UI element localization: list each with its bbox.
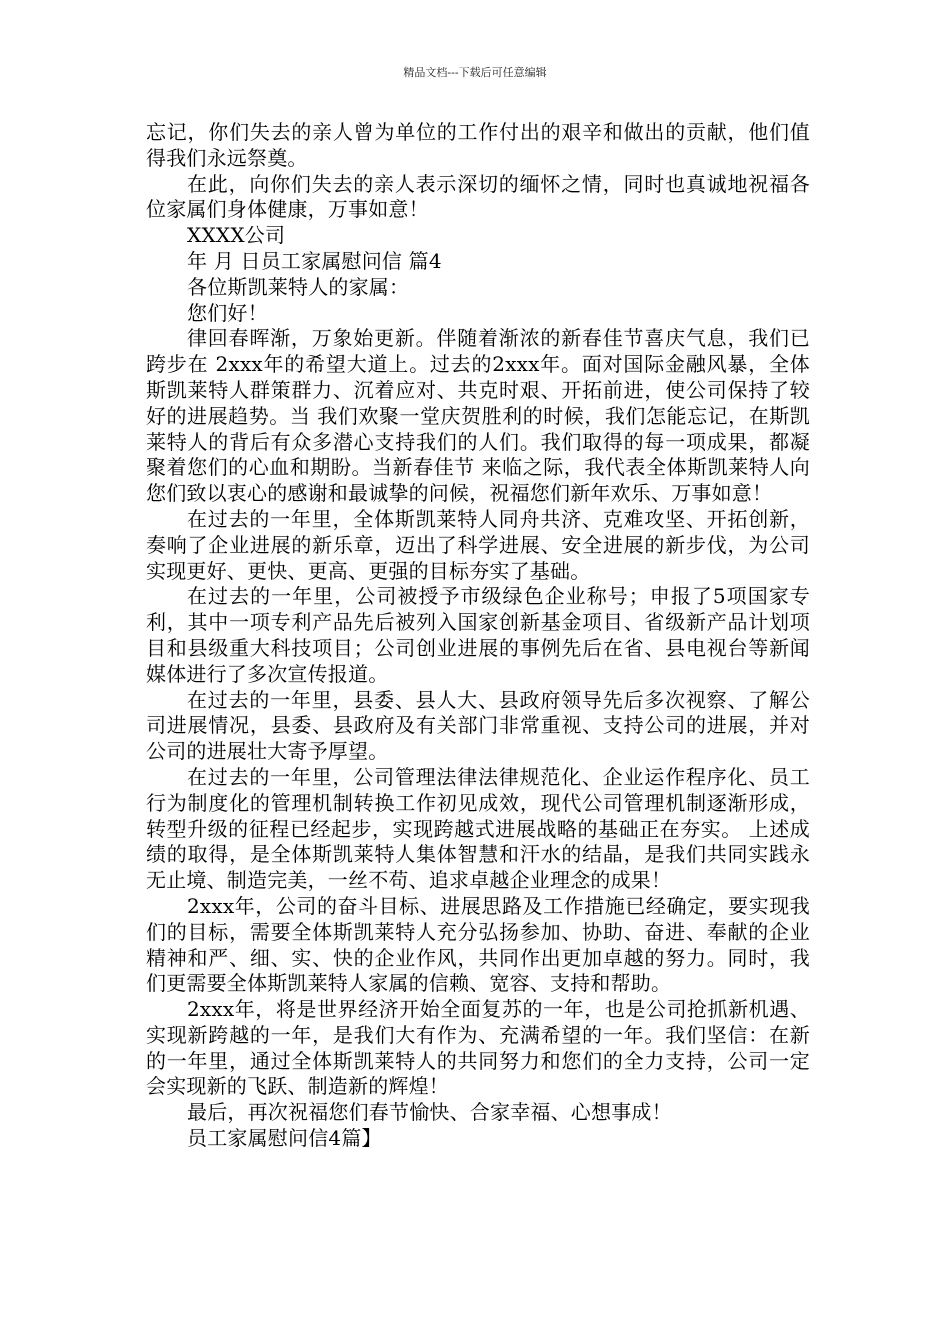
- paragraph: 2xxx年，将是世界经济开始全面复苏的一年，也是公司抢抓新机遇、实现新跨越的一年，是我们大有作为、充满希望的一年。我们坚信：在新的一年里，通过全体斯凯莱特人的共同努力和您们的全力支持，公司一定会实现新的飞跃、制造新的辉煌！: [146, 997, 810, 1099]
- salutation: 各位斯凯莱特人的家属：: [187, 274, 410, 299]
- paragraph: 律回春晖渐，万象始更新。伴随着渐浓的新春佳节喜庆气息，我们已跨步在 2xxx年的希望大道上。过去的2xxx年。面对国际金融风暴，全体斯凯莱特人群策群力、沉着应对、共克时艰、开拓前进，使公司保持了较好的进展趋势。当 我们欢聚一堂庆贺胜利的时候，我们怎能忘记，在斯凯莱特人的背后有众多潜心支持我们的人们。我们取得的每一项成果，都凝聚着您们的心血和期盼。当新春佳节 来临之际，我代表全体斯凯莱特人向您们致以衷心的感谢和最诚挚的问候，祝福您们新年欢乐、万事如意！: [146, 326, 810, 506]
- paragraph: 在此，向你们失去的亲人表示深切的缅怀之情，同时也真诚地祝福各位家属们身体健康，万事如意！: [146, 171, 810, 222]
- page-header: 精品文档---下载后可任意编辑: [403, 66, 547, 79]
- greeting: 您们好！: [187, 300, 268, 325]
- company-signature: XXXX公司: [187, 223, 286, 248]
- paragraph: 在过去的一年里，全体斯凯莱特人同舟共济、克难攻坚、开拓创新，奏响了企业进展的新乐章，迈出了科学进展、安全进展的新步伐，为公司实现更好、更快、更高、更强的目标夯实了基础。: [146, 506, 810, 583]
- document-body: [146, 120, 810, 1152]
- paragraph: 2xxx年，公司的奋斗目标、进展思路及工作措施已经确定，要实现我们的目标，需要全体斯凯莱特人充分弘扬参加、协助、奋进、奉献的企业精神和严、细、实、快的企业作风，共同作出更加卓越的努力。同时，我们更需要全体斯凯莱特人家属的信赖、宽容、支持和帮助。: [146, 893, 810, 996]
- paragraph: 在过去的一年里，县委、县人大、县政府领导先后多次视察、了解公司进展情况，县委、县政府及有关部门非常重视、支持公司的进展，并对公司的进展壮大寄予厚望。: [146, 687, 810, 764]
- paragraph: 忘记，你们失去的亲人曾为单位的工作付出的艰辛和做出的贡献，他们值得我们永远祭奠。: [146, 120, 810, 170]
- closing-wishes: 最后，再次祝福您们春节愉快、合家幸福、心想事成！: [187, 1100, 672, 1125]
- section-footer: 员工家属慰问信4篇】: [187, 1126, 382, 1151]
- date-and-letter-title: 年 月 日员工家属慰问信 篇4: [187, 248, 442, 273]
- paragraph: 在过去的一年里，公司管理法律法律规范化、企业运作程序化、员工行为制度化的管理机制转换工作初见成效，现代公司管理机制逐渐形成，转型升级的征程已经起步，实现跨越式进展战略的基础正在夯实。 上述成绩的取得，是全体斯凯莱特人集体智慧和汗水的结晶，是我们共同实践永无止境、制造完美，一丝不苟、追求卓越企业理念的成果！: [146, 764, 810, 893]
- paragraph: 在过去的一年里，公司被授予市级绿色企业称号；申报了5项国家专利，其中一项专利产品先后被列入国家创新基金项目、省级新产品计划项目和县级重大科技项目；公司创业进展的事例先后在省、县电视台等新闻媒体进行了多次宣传报道。: [146, 584, 810, 686]
